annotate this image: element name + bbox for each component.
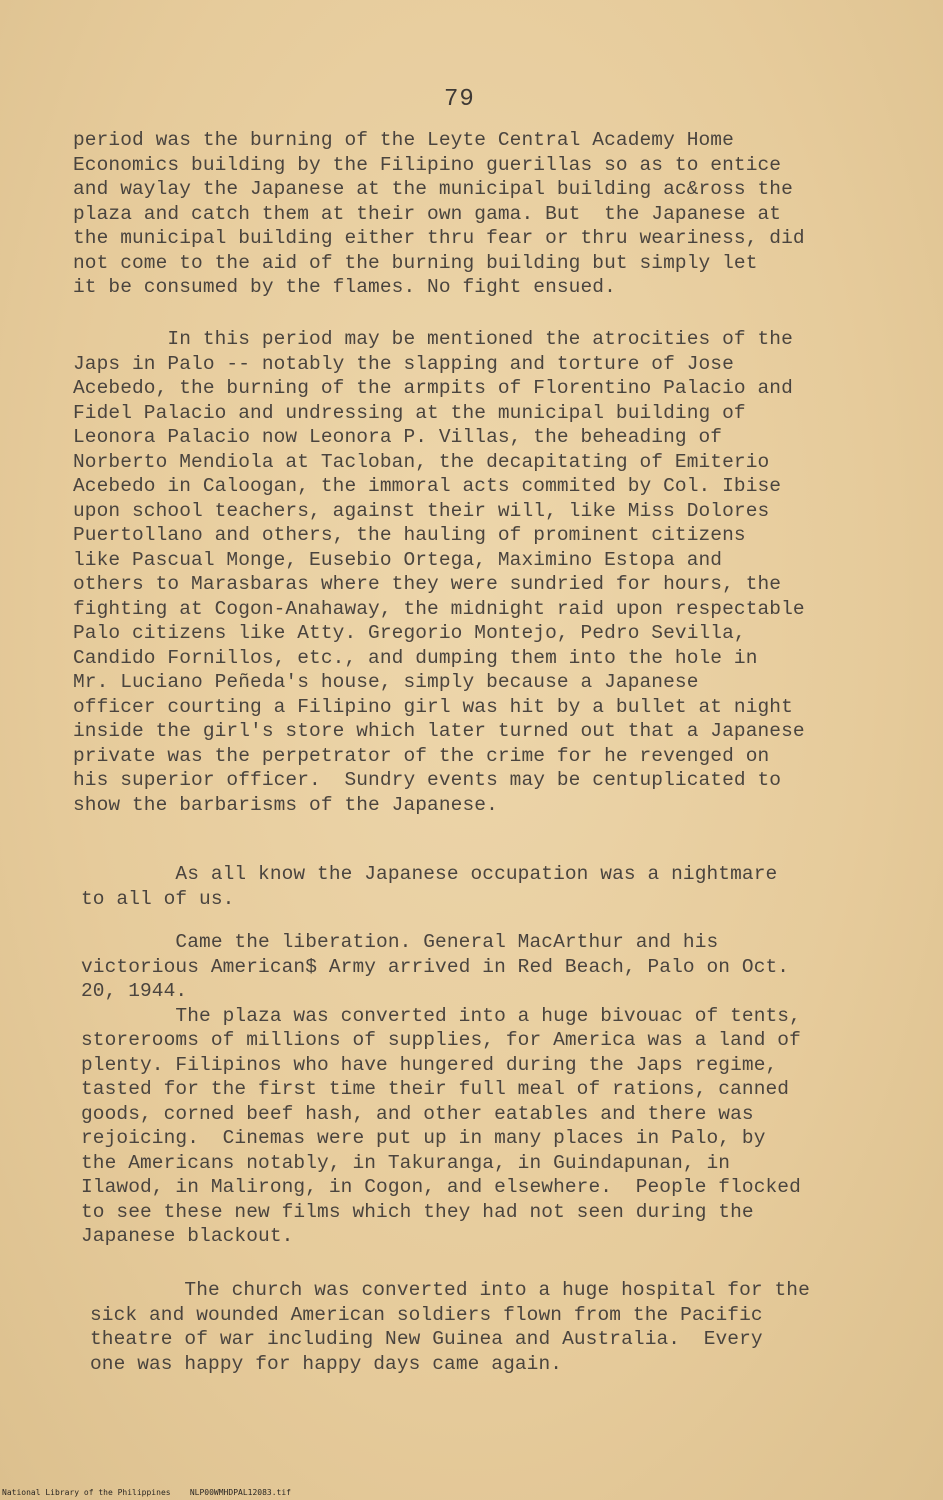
text-line: Fidel Palacio and undressing at the municipal building of [73,401,746,424]
text-line: private was the perpetrator of the crime for he revenged on [73,744,770,767]
paragraph-4 [81,930,801,1249]
text-line: Japanese blackout. [81,1225,294,1247]
footer-caption: National Library of the Philippines NLP00WMHDPAL12083.tif [2,1488,291,1497]
page-number: 79 [444,86,475,113]
text-line: Acebedo, the burning of the armpits of Florentino Palacio and [73,377,793,399]
paragraph-1 [73,128,805,300]
text-line: it be consumed by the flames. No fight ensued. [73,276,616,298]
text-line: Acebedo in Caloogan, the immoral acts commited by Col. Ibise [73,475,782,497]
text-line: to all of us. [81,887,235,910]
text-line: Came the liberation. General MacArthur and his [81,931,719,953]
text-line: Candido Fornillos, etc., and dumping them into the hole in [73,646,758,669]
text-line: tasted for the first time their full meal of rations, canned [81,1078,790,1100]
text-line: storerooms of millions of supplies, for America was a land of [81,1029,801,1051]
text-line: plenty. Filipinos who have hungered during the Japs regime, [81,1053,778,1076]
text-line: Puertollano and others, the hauling of prominent citizens [73,524,746,546]
text-line: 20, 1944. [81,980,188,1002]
text-line: In this period may be mentioned the atrocities of the [73,328,793,350]
text-line: sick and wounded American soldiers flown from the Pacific [90,1303,763,1326]
text-line: inside the girl's store which later turned out that a Japanese [73,720,805,742]
text-line: plaza and catch them at their own gama. But the Japanese at [73,202,782,225]
text-line: his superior officer. Sundry events may be centuplicated to [73,769,782,791]
text-line: theatre of war including New Guinea and Australia. Every [90,1328,763,1350]
text-line: Japs in Palo -- notably the slapping and torture of Jose [73,352,734,375]
text-line: the municipal building either thru fear or thru weariness, did [73,227,805,249]
text-line: As all know the Japanese occupation was a nightmare [81,863,778,885]
paragraph-3 [81,862,777,911]
text-line: show the barbarisms of the Japanese. [73,793,498,816]
text-line: and waylay the Japanese at the municipal building ac&ross the [73,178,793,200]
text-line: Ilawod, in Malirong, in Cogon, and elsewhere. People flocked [81,1176,801,1198]
paragraph-2 [73,327,805,817]
text-line: Norberto Mendiola at Tacloban, the decapitating of Emiterio [73,450,770,473]
text-line: the Americans notably, in Takuranga, in Guindapunan, in [81,1151,731,1174]
text-line: upon school teachers, against their will, like Miss Dolores [73,499,770,522]
text-line: goods, corned beef hash, and other eatables and there was [81,1102,754,1125]
text-line: Mr. Luciano Peñeda's house, simply because a Japanese [73,671,699,693]
text-line: to see these new films which they had not seen during the [81,1200,754,1223]
paragraph-5 [90,1278,810,1376]
text-line: one was happy for happy days came again. [90,1352,563,1375]
text-line: not come to the aid of the burning building but simply let [73,251,758,274]
text-line: period was the burning of the Leyte Central Academy Home [73,129,734,151]
text-line: officer courting a Filipino girl was hit by a bullet at night [73,695,793,718]
text-line: The plaza was converted into a huge bivouac of tents, [81,1004,801,1027]
text-line: Leonora Palacio now Leonora P. Villas, the beheading of [73,426,723,448]
text-line: fighting at Cogon-Anahaway, the midnight raid upon respectable [73,597,805,620]
text-line: The church was converted into a huge hospital for the [90,1279,810,1301]
text-line: others to Marasbaras where they were sundried for hours, the [73,573,782,595]
text-line: Economics building by the Filipino guerillas so as to entice [73,153,782,176]
text-line: victorious American$ Army arrived in Red Beach, Palo on Oct. [81,955,790,978]
text-line: Palo citizens like Atty. Gregorio Montejo, Pedro Sevilla, [73,622,746,644]
text-line: rejoicing. Cinemas were put up in many places in Palo, by [81,1127,766,1149]
text-line: like Pascual Monge, Eusebio Ortega, Maximino Estopa and [73,548,723,571]
